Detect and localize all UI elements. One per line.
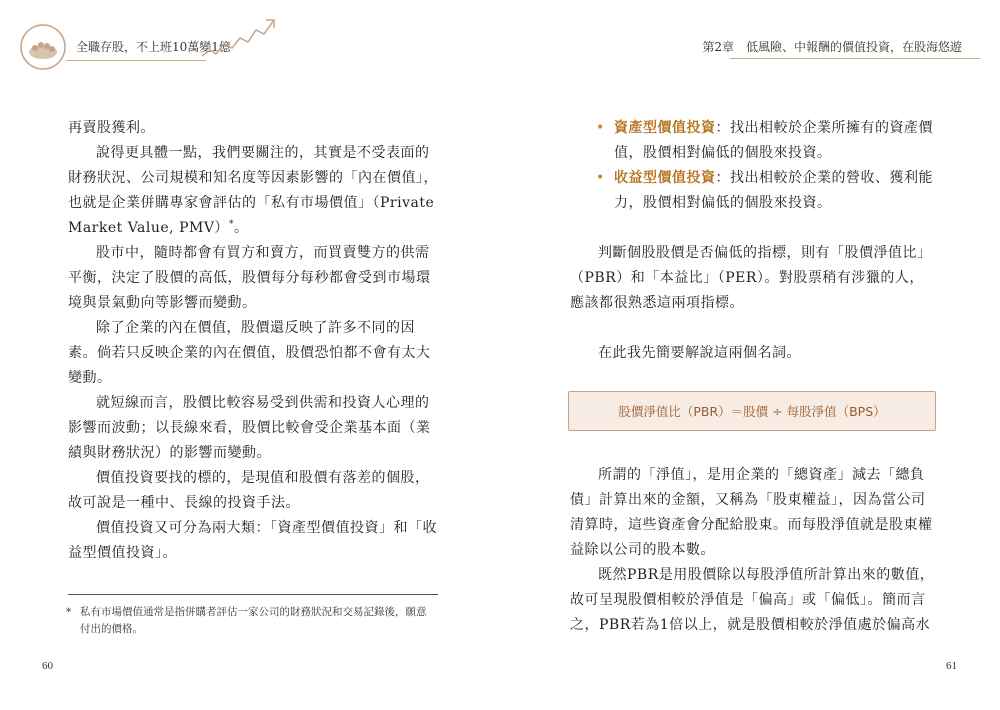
paragraph: 說得更具體一點，我們要關注的，其實是不受表面的財務狀況、公司規模和知名度等因素影響的「內在價值」，也就是企業併購專家會評估的「私有市場價值」（Private Market Value, PMV）*。 (68, 145, 438, 236)
right-body-text (570, 463, 936, 638)
page-number-right: 61 (946, 660, 957, 672)
footnote-mark: * (66, 606, 72, 618)
bullet-term: 資產型價值投資 (614, 120, 716, 136)
bullet-text: ：找出相較於企業的營收、獲利能力，股價相對偏低的個股來投資。 (614, 170, 933, 211)
book-title: 全職存股，不上班10萬變1億 (76, 40, 231, 54)
bullet-term: 收益型價值投資 (614, 170, 716, 186)
pbr-formula-box: 股價淨值比（PBR）＝股價 ÷ 每股淨值（BPS） (568, 391, 936, 431)
bullet-icon: • (596, 120, 605, 136)
header-rule-left (66, 60, 206, 61)
rising-chart-icon (200, 16, 280, 60)
paragraph: 在此我先簡要解說這兩個名詞。 (598, 345, 801, 361)
paragraph: 所謂的「淨值」，是用企業的「總資產」減去「總負債」計算出來的金額，又稱為「股東權益」，因為當公司清算時，這些資產會分配給股東。而每股淨值就是股東權益除以公司的股本數。 (570, 467, 933, 558)
piggy-coins-logo-icon (18, 22, 68, 72)
paragraph: 除了企業的內在價值，股價還反映了許多不同的因素。倘若只反映企業的內在價值，股價恐怕都不會有太大變動。 (68, 320, 431, 386)
value-investing-types-list (596, 116, 936, 216)
list-item (596, 116, 936, 166)
paragraph: 既然PBR是用股價除以每股淨值所計算出來的數值，故可呈現股價相較於淨值是「偏高」或「偏低」。簡而言之，PBR若為1倍以上，就是股價相較於淨值處於偏高水 (570, 567, 935, 633)
header-rule-right (730, 58, 980, 59)
paragraph: 價值投資又可分為兩大類：「資產型價值投資」和「收益型價值投資」。 (68, 520, 437, 561)
paragraph: 股市中，隨時都會有買方和賣方，而買賣雙方的供需平衡，決定了股價的高低，股價每分每秒都會受到市場環境與景氣動向等影響而變動。 (68, 245, 431, 311)
bullet-icon: • (596, 170, 605, 186)
chapter-title: 第2章 低風險、中報酬的價值投資，在股海悠遊 (702, 40, 962, 54)
footnote-marker: * (228, 219, 234, 230)
paragraph: 再賣股獲利。 (68, 120, 155, 136)
paragraph: 就短線而言，股價比較容易受到供需和投資人心理的影響而波動；以長線來看，股價比較會受企業基本面（業績與財務狀況）的影響而變動。 (68, 395, 431, 461)
list-item (596, 166, 936, 216)
page-number-left: 60 (42, 660, 53, 672)
footnote-divider (68, 594, 438, 595)
paragraph: 判斷個股股價是否偏低的指標，則有「股價淨值比」（PBR）和「本益比」（PER）。對股票稍有涉獵的人，應該都很熟悉這兩項指標。 (570, 245, 932, 311)
bullet-text: ：找出相較於企業所擁有的資產價值，股價相對偏低的個股來投資。 (614, 120, 933, 161)
footnote: * 私有市場價值通常是指併購者評估一家公司的財務狀況和交易記錄後，願意 付出的價格。 (66, 606, 427, 635)
left-body-text (68, 116, 440, 566)
paragraph: 價值投資要找的標的，是現值和股價有落差的個股，故可說是一種中、長線的投資手法。 (68, 470, 430, 511)
